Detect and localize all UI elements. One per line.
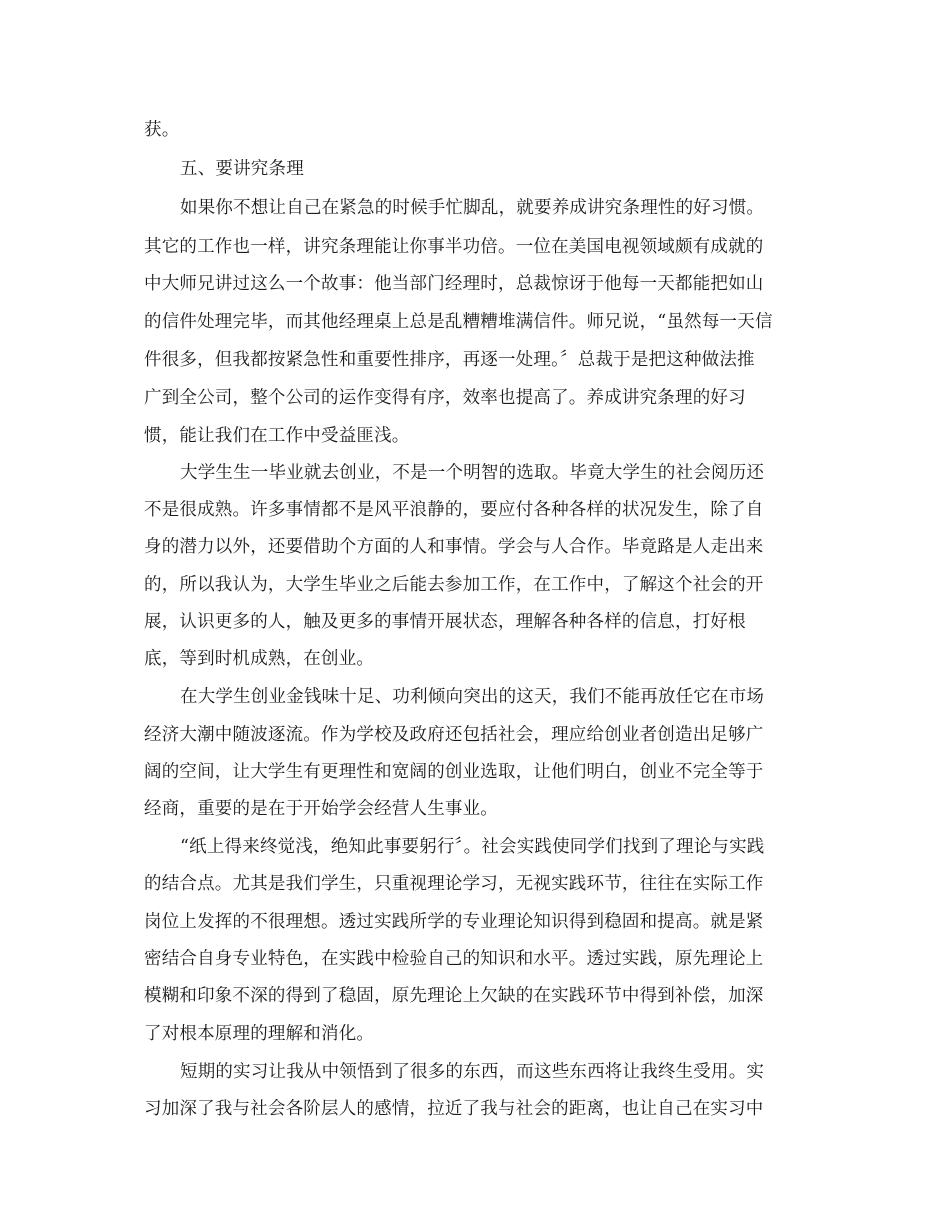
text-line: 岗位上发挥的不很理想。透过实践所学的专业理论知识得到稳固和提高。就是紧: [144, 912, 764, 932]
text-line: 获。: [144, 120, 180, 140]
text-line: 习加深了我与社会各阶层人的感情，拉近了我与社会的距离，也让自己在实习中: [144, 1099, 764, 1119]
text-line: 阔的空间，让大学生有更理性和宽阔的创业选取，让他们明白，创业不完全等于: [144, 762, 764, 782]
text-line: 展，认识更多的人，触及更多的事情开展状态，理解各种各样的信息，打好根: [144, 612, 746, 632]
text-line: 其它的工作也一样，讲究条理能让你事半功倍。一位在美国电视领域颇有成就的: [144, 237, 764, 257]
text-line: 的结合点。尤其是我们学生，只重视理论学习，无视实践环节，往往在实际工作: [144, 874, 764, 894]
text-line: 底，等到时机成熟，在创业。: [144, 649, 375, 669]
text-line: 在大学生创业金钱味十足、功利倾向突出的这天，我们不能再放任它在市场: [180, 687, 765, 707]
text-line: 的，所以我认为，大学生毕业之后能去参加工作，在工作中，了解这个社会的开: [144, 575, 764, 595]
text-line: 广到全公司，整个公司的运作变得有序，效率也提高了。养成讲究条理的好习: [144, 388, 746, 408]
text-line: 不是很成熟。许多事情都不是风平浪静的，要应付各种各样的状况发生，除了自: [144, 500, 764, 520]
text-line: 模糊和印象不深的得到了稳固，原先理论上欠缺的在实践环节中得到补偿，加深: [144, 986, 764, 1006]
text-line: 的信件处理完毕，而其他经理桌上总是乱糟糟堆满信件。师兄说，“虽然每一天信: [144, 312, 773, 332]
text-line: 短期的实习让我从中领悟到了很多的东西，而这些东西将让我终生受用。实: [180, 1062, 765, 1082]
text-line: 身的潜力以外，还要借助个方面的人和事情。学会与人合作。毕竟路是人走出来: [144, 537, 764, 557]
text-line: 大学生生一毕业就去创业，不是一个明智的选取。毕竟大学生的社会阅历还: [180, 463, 765, 483]
text-line: 经商，重要的是在于开始学会经营人生事业。: [144, 799, 498, 819]
section-heading: 五、要讲究条理: [180, 159, 304, 179]
text-line: “纸上得来终觉浅，绝知此事要躬行〞。社会实践使同学们找到了理论与实践: [180, 837, 765, 857]
text-line: 经济大潮中随波逐流。作为学校及政府还包括社会，理应给创业者创造出足够广: [144, 725, 764, 745]
text-line: 如果你不想让自己在紧急的时候手忙脚乱，就要养成讲究条理性的好习惯。: [180, 198, 765, 218]
text-line: 件很多，但我都按紧急性和重要性排序，再逐一处理。〞总裁于是把这种做法推: [144, 350, 755, 370]
text-line: 中大师兄讲过这么一个故事：他当部门经理时，总裁惊讶于他每一天都能把如山: [144, 274, 764, 294]
text-line: 了对根本原理的理解和消化。: [144, 1024, 375, 1044]
text-line: 惯，能让我们在工作中受益匪浅。: [144, 426, 410, 446]
text-line: 密结合自身专业特色，在实践中检验自己的知识和水平。透过实践，原先理论上: [144, 949, 764, 969]
